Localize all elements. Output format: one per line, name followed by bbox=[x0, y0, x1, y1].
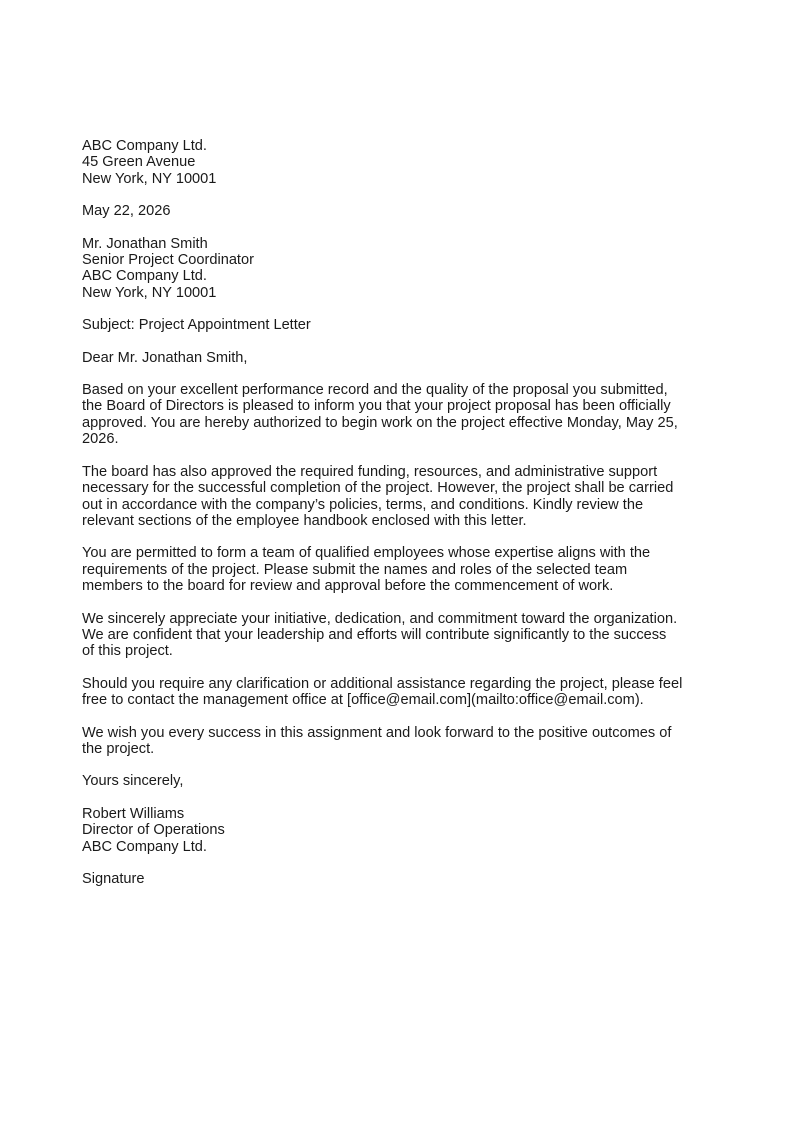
body-paragraph-2 bbox=[82, 464, 712, 530]
body-paragraph-1 bbox=[82, 382, 712, 448]
sender-street: 45 Green Avenue bbox=[82, 154, 196, 171]
sender-city: New York, NY 10001 bbox=[82, 170, 217, 187]
signer-title: Director of Operations bbox=[82, 822, 225, 839]
recipient-company: ABC Company Ltd. bbox=[82, 268, 207, 285]
recipient-name: Mr. Jonathan Smith bbox=[82, 235, 208, 252]
paragraph-line: We sincerely appreciate your initiative, dedication, and commitment toward the organization. bbox=[82, 610, 678, 627]
paragraph-line: requirements of the project. Please submit the names and roles of the selected team bbox=[82, 561, 628, 578]
paragraph-line: Based on your excellent performance record and the quality of the proposal you submitted, bbox=[82, 382, 668, 399]
paragraph-line: Should you require any clarification or additional assistance regarding the project, please feel bbox=[82, 675, 683, 692]
signature-text: Signature bbox=[82, 871, 145, 887]
recipient-city: New York, NY 10001 bbox=[82, 284, 217, 301]
paragraph-line: The board has also approved the required funding, resources, and administrative support bbox=[82, 463, 658, 480]
paragraph-line: free to contact the management office at [office@email.com](mailto:office@email.com). bbox=[82, 692, 644, 709]
paragraph-line: We wish you every success in this assignment and look forward to the positive outcomes of bbox=[82, 724, 672, 741]
paragraph-line: of this project. bbox=[82, 643, 173, 660]
signer-name: Robert Williams bbox=[82, 805, 185, 822]
paragraph-line: approved. You are hereby authorized to begin work on the project effective Monday, May 25, bbox=[82, 414, 678, 431]
paragraph-line: the Board of Directors is pleased to inform you that your project proposal has been officially bbox=[82, 398, 671, 415]
date-text: May 22, 2026 bbox=[82, 203, 171, 220]
recipient-title: Senior Project Coordinator bbox=[82, 252, 254, 269]
closing bbox=[82, 773, 712, 789]
salutation-text: Dear Mr. Jonathan Smith, bbox=[82, 349, 248, 366]
recipient-address bbox=[82, 236, 712, 302]
body-paragraph-6 bbox=[82, 725, 712, 758]
body-paragraph-4 bbox=[82, 611, 712, 660]
paragraph-line: out in accordance with the company’s policies, terms, and conditions. Kindly review the bbox=[82, 496, 644, 513]
body-paragraph-3 bbox=[82, 545, 712, 594]
paragraph-line: the project. bbox=[82, 740, 155, 757]
letter-date bbox=[82, 203, 712, 219]
paragraph-line: You are permitted to form a team of qualified employees whose expertise aligns with the bbox=[82, 545, 651, 562]
subject-text: Subject: Project Appointment Letter bbox=[82, 317, 311, 334]
signer-block bbox=[82, 806, 712, 855]
paragraph-line: 2026. bbox=[82, 431, 119, 448]
paragraph-line: relevant sections of the employee handbook enclosed with this letter. bbox=[82, 512, 527, 529]
signer-company: ABC Company Ltd. bbox=[82, 838, 207, 855]
sender-address bbox=[82, 138, 712, 187]
letter bbox=[82, 138, 712, 903]
body-paragraph-5 bbox=[82, 676, 712, 709]
paragraph-line: necessary for the successful completion of the project. However, the project shall be carried bbox=[82, 480, 674, 497]
closing-text: Yours sincerely, bbox=[82, 773, 184, 790]
signature-block bbox=[82, 871, 712, 887]
subject-line bbox=[82, 317, 712, 333]
salutation bbox=[82, 350, 712, 366]
sender-company: ABC Company Ltd. bbox=[82, 138, 207, 154]
paragraph-line: members to the board for review and approval before the commencement of work. bbox=[82, 578, 614, 595]
paragraph-line: We are confident that your leadership and efforts will contribute significantly to the success bbox=[82, 626, 667, 643]
